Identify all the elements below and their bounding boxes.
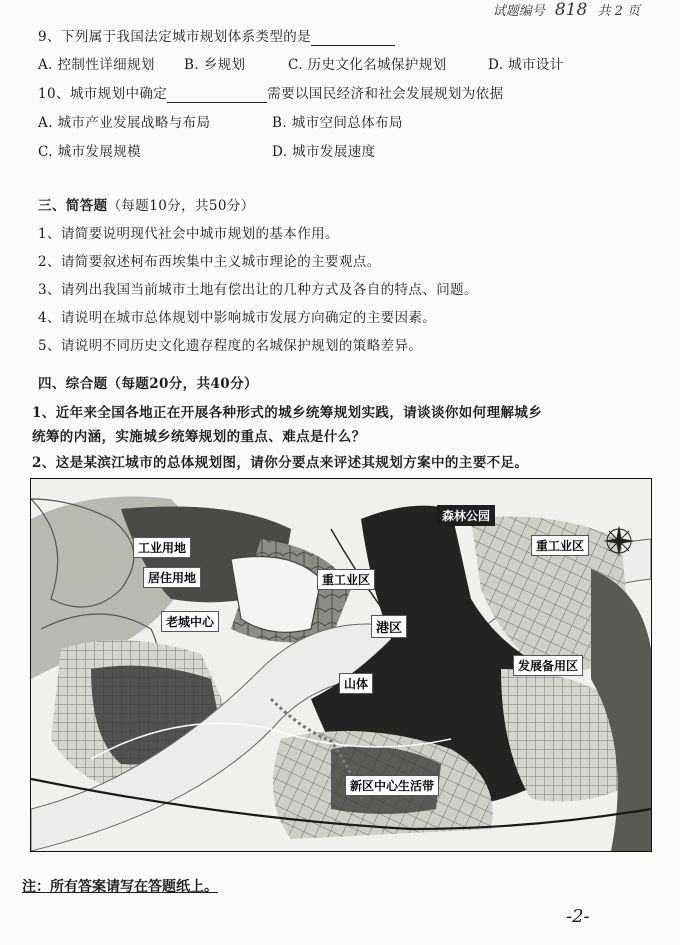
comprehensive-1-line-1: 1、近年来全国各地正在开展各种形式的城乡统筹规划实践，请谈谈你如何理解城乡 — [32, 405, 543, 421]
lake — [231, 557, 321, 633]
section-3-heading — [38, 197, 255, 215]
page-number: -2- — [566, 906, 590, 927]
map-label-heavy-industry-1: 重工业区 — [317, 569, 375, 590]
question-10-stem-b: 需要以国民经济和社会发展规划为依据 — [267, 86, 504, 102]
short-answer-2: 2、请简要叙述柯布西埃集中主义城市理论的主要观点。 — [38, 254, 381, 270]
question-9-stem: 9、下列属于我国法定城市规划体系类型的是 — [38, 29, 312, 45]
city-plan-map — [30, 478, 652, 852]
map-label-forest-park: 森林公园 — [437, 505, 495, 526]
comprehensive-2: 2、这是某滨江城市的总体规划图，请你分要点来评述其规划方案中的主要不足。 — [32, 455, 529, 471]
short-answer-3: 3、请列出我国当前城市土地有偿出让的几种方式及各自的特点、问题。 — [38, 282, 478, 298]
q9-option-b: B. 乡规划 — [184, 57, 246, 73]
map-label-mountain: 山体 — [339, 673, 373, 694]
map-label-new-district-center: 新区中心生活带 — [345, 775, 439, 796]
map-label-residential: 居住用地 — [143, 567, 201, 588]
q10-option-d: D. 城市发展速度 — [272, 144, 376, 160]
short-answer-5: 5、请说明不同历史文化遗存程度的名城保护规划的策略差异。 — [38, 338, 423, 354]
section-4-heading — [38, 375, 258, 393]
section-3-title: 三、简答题 — [38, 198, 108, 214]
q10-option-b: B. 城市空间总体布局 — [272, 115, 403, 131]
short-answer-1: 1、请简要说明现代社会中城市规划的基本作用。 — [38, 226, 339, 242]
page-total: 共 2 页 — [597, 4, 640, 19]
page-header — [493, 0, 640, 20]
q9-option-c: C. 历史文化名城保护规划 — [288, 57, 447, 73]
q9-option-a: A. 控制性详细规划 — [38, 57, 155, 73]
section-4-note: （每题20分，共40分） — [107, 376, 258, 392]
q10-option-c: C. 城市发展规模 — [38, 144, 142, 160]
answer-blank — [311, 30, 395, 46]
section-3-note: （每题10分，共50分） — [107, 198, 255, 214]
question-10 — [38, 85, 504, 103]
q9-option-d: D. 城市设计 — [488, 57, 564, 73]
footer-note: 注：所有答案请写在答题纸上。 — [22, 879, 218, 895]
map-label-development-reserve: 发展备用区 — [513, 655, 583, 676]
exam-code: 818 — [554, 0, 588, 20]
map-label-heavy-industry-2: 重工业区 — [531, 535, 589, 556]
section-4-title: 四、综合题 — [38, 376, 108, 392]
question-9 — [38, 28, 395, 46]
short-answer-4: 4、请说明在城市总体规划中影响城市发展方向确定的主要因素。 — [38, 310, 437, 326]
map-label-industrial: 工业用地 — [133, 537, 191, 558]
comprehensive-1-line-2: 统筹的内涵，实施城乡统筹规划的重点、难点是什么？ — [32, 429, 366, 445]
q10-option-a: A. 城市产业发展战略与布局 — [38, 115, 211, 131]
map-label-port: 港区 — [371, 615, 407, 638]
question-10-stem-a: 10、城市规划中确定 — [38, 86, 168, 102]
exam-code-label: 试题编号 — [492, 4, 545, 19]
answer-blank — [167, 87, 267, 103]
map-label-old-center: 老城中心 — [161, 611, 219, 632]
